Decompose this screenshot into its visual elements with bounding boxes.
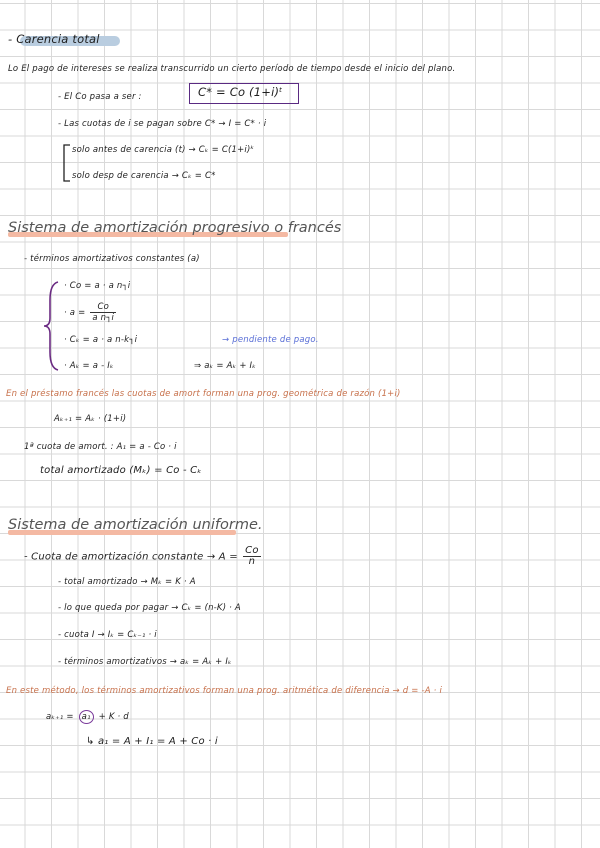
carencia-line-2: - El Co pasa a ser : <box>58 92 142 102</box>
circled-term: a₁ <box>79 710 94 724</box>
carencia-bracket <box>60 143 72 183</box>
carencia-line-4: solo antes de carencia (t) → Cₖ = C(1+i)ᵏ <box>72 145 255 155</box>
frances-line-7: 1ª cuota de amort. : A₁ = a - Co · i <box>24 442 177 452</box>
uniforme-line-7: ↳ a₁ = A + I₁ = A + Co · i <box>86 736 218 747</box>
carencia-line-5: solo desp de carencia → Cₖ = C* <box>72 171 216 181</box>
uniforme-line-6: aₖ₊₁ = a₁ + K · d <box>46 712 129 722</box>
frances-intro: - términos amortizativos constantes (a) <box>24 254 200 264</box>
pending-note: → pendiente de pago. <box>222 335 319 345</box>
section-title-frances: Sistema de amortización progresivo o francés <box>8 220 342 236</box>
uniforme-line-5: - términos amortizativos → aₖ = Aₖ + Iₖ <box>58 657 232 667</box>
frances-formula-4: · Aₖ = a - Iₖ <box>64 361 114 371</box>
uniforme-line-3: - lo que queda por pagar → Cₖ = (n-K) · A <box>58 603 241 613</box>
section-title-carencia: - Carencia total <box>8 32 100 46</box>
frances-formula-1: · Co = a · a n┐i <box>64 281 131 291</box>
boxed-formula-text: C* = Co (1+i)ᵗ <box>198 85 283 99</box>
frances-brace <box>42 280 62 372</box>
frances-orange-note: En el préstamo francés las cuotas de amort forman una prog. geométrica de razón (1+i) <box>6 389 401 399</box>
fraction-numerator: Co <box>245 545 259 556</box>
frances-formula-3: · Cₖ = a · a n-k┐i <box>64 335 138 345</box>
uniforme-orange-note: En este método, los términos amortizativos forman una prog. aritmética de diferencia → d = -A · i <box>6 686 443 696</box>
uniforme-line-1: - Cuota de amortización constante → A = $\frac{Co}{n}$ <box>24 545 259 567</box>
frances-formula-2: · a = $\frac{Co}{\text{a n┐i}}$ <box>64 302 115 323</box>
uniforme-line-2: - total amortizado → Mₖ = K · A <box>58 577 196 587</box>
carencia-line-3: - Las cuotas de i se pagan sobre C* → I = C* · i <box>58 119 267 129</box>
carencia-line-1: Lo El pago de intereses se realiza transcurrido un cierto período de tiempo desde el inicio del plano. <box>8 64 456 74</box>
frances-formula-4b: ⇒ aₖ = Aₖ + Iₖ <box>194 361 257 371</box>
uniforme-line-4: - cuota I → Iₖ = Cₖ₋₁ · i <box>58 630 157 640</box>
section-title-uniforme: Sistema de amortización uniforme. <box>8 517 263 533</box>
frances-line-8: total amortizado (Mₖ) = Co - Cₖ <box>40 465 202 476</box>
fraction-denominator: a n┐i <box>92 313 115 323</box>
frances-line-6: Aₖ₊₁ = Aₖ · (1+i) <box>54 414 127 424</box>
fraction-denominator: n <box>248 556 256 567</box>
fraction-numerator: Co <box>90 302 116 313</box>
